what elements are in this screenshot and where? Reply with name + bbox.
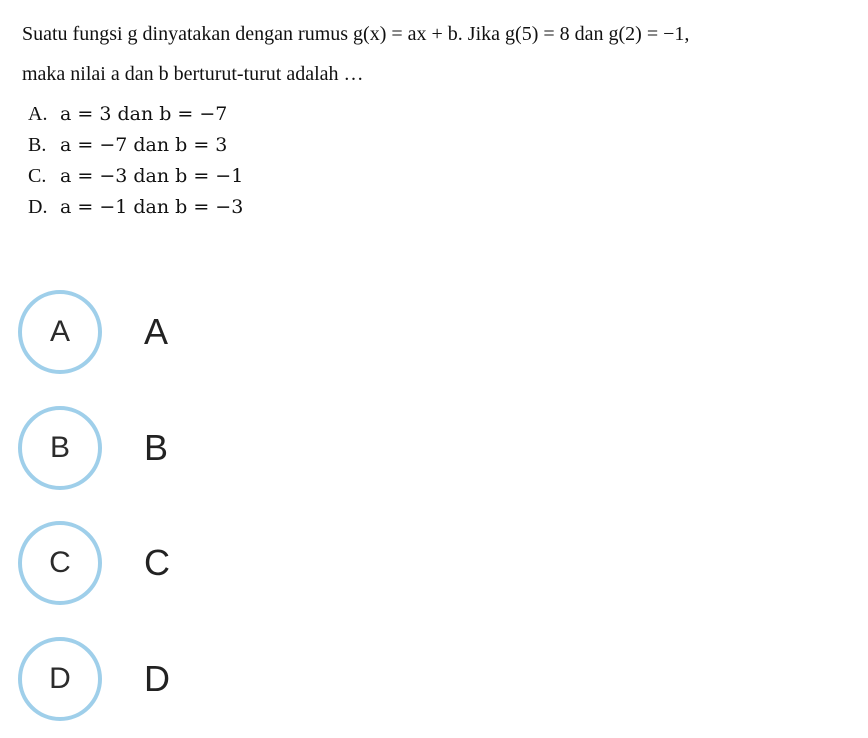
option-b <box>28 130 243 161</box>
option-text: a = −3 dan b = −1 <box>60 165 244 187</box>
option-letter: A. <box>28 103 48 125</box>
answer-button-b[interactable] <box>18 406 418 490</box>
answer-label: D <box>144 658 170 699</box>
question-line-2: maka nilai a dan b berturut-turut adalah … <box>22 63 364 85</box>
question-line-1: Suatu fungsi g dinyatakan dengan rumus g(x) = ax + b. Jika g(5) = 8 dan g(2) = −1, <box>22 23 690 45</box>
option-text: a = 3 dan b = −7 <box>60 103 228 125</box>
option-c <box>28 161 243 192</box>
option-list <box>28 99 243 223</box>
option-letter: B. <box>28 134 47 156</box>
answer-badge: C <box>18 521 102 605</box>
option-text: a = −1 dan b = −3 <box>60 196 244 218</box>
answer-button-a[interactable] <box>18 290 418 374</box>
answer-button-c[interactable] <box>18 521 418 605</box>
option-a <box>28 99 243 130</box>
option-text: a = −7 dan b = 3 <box>60 134 228 156</box>
answer-label: A <box>144 311 169 352</box>
answer-badge: A <box>18 290 102 374</box>
answer-label: C <box>144 542 170 583</box>
answer-label: B <box>144 427 169 468</box>
option-d <box>28 192 243 223</box>
answer-badge: D <box>18 637 102 721</box>
option-letter: D. <box>28 196 48 218</box>
answer-button-d[interactable] <box>18 637 418 721</box>
option-letter: C. <box>28 165 47 187</box>
answer-badge: B <box>18 406 102 490</box>
question-text <box>22 14 862 94</box>
